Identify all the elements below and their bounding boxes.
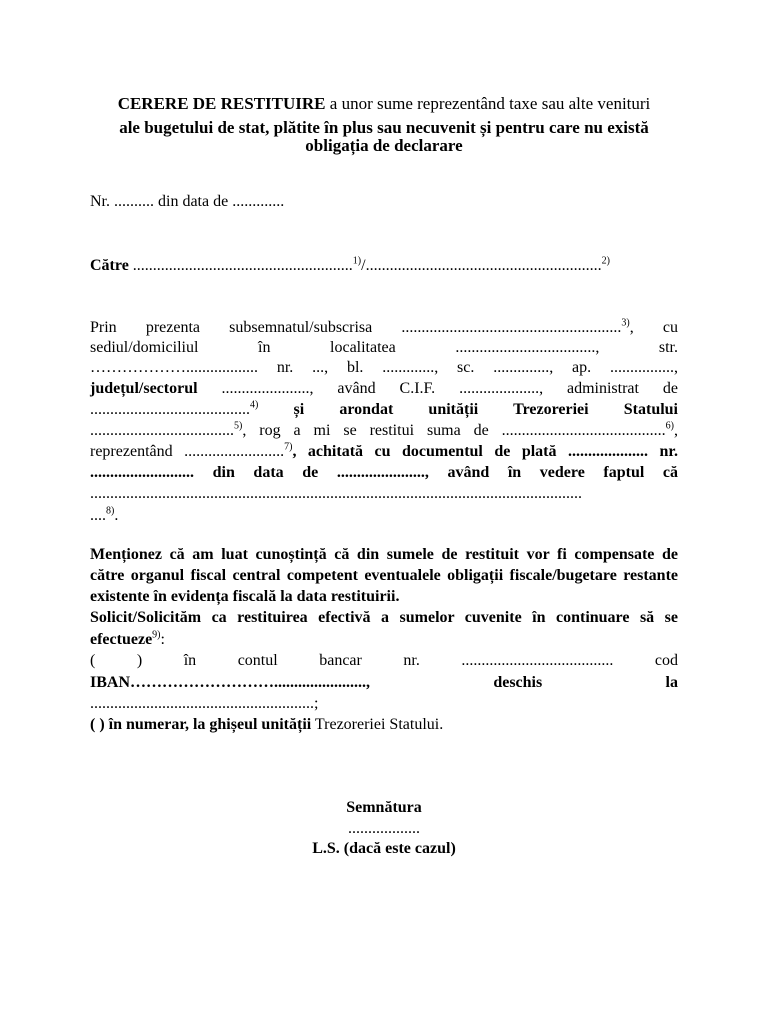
- body-line-4: județul/sectorul ......................, având C.I.F. ...................., administrat de: [90, 380, 678, 397]
- body-line-8: .......................... din data de ......................, având în vedere faptul că: [90, 464, 678, 481]
- catre-label: Către: [90, 257, 129, 274]
- notice-line-2: către organul fiscal central competent eventualele obligații fiscale/bugetare restante: [90, 567, 678, 584]
- signature-dots: ..................: [348, 820, 420, 837]
- body-line-7: reprezentând .........................$^{7)}$, achitată cu documentul de plată .................... nr.: [90, 441, 679, 460]
- body-line-6: ....................................$^{5)}$, rog a mi se restitui suma de .........................................$^{6)}$,: [90, 420, 678, 439]
- request-line-2: efectueze$^{9)}$:: [90, 629, 165, 648]
- option-bank-line-2: IBAN………………………......................., deschis la: [90, 674, 678, 691]
- notice-line-3: existente în evidența fiscală la data restituirii.: [90, 588, 400, 605]
- document-title-line1: CERERE DE RESTITUIRE a unor sume reprezentând taxe sau alte venituri: [117, 94, 651, 113]
- nr-line: Nr. .......... din data de .............: [90, 193, 285, 210]
- document-title-line2: ale bugetului de stat, plătite în plus sau necuvenit și pentru care nu există: [119, 118, 649, 137]
- option-cash-line: ( ) în numerar, la ghișeul unității Trezoreriei Statului.: [90, 716, 444, 733]
- body-line-10: ....$^{8)}$.: [90, 505, 119, 524]
- option-bank-line-3: ........................................................;: [90, 695, 319, 712]
- body-line-5: ........................................$^{4)}$ și arondat unității Trezoreriei Statului: [90, 399, 678, 418]
- body-line-1: Prin prezenta subsemnatul/subscrisa .......................................................$^{3)}$, cu: [90, 317, 678, 336]
- request-line-1: Solicit/Solicităm ca restituirea efectivă a sumelor cuvenite în continuare să se: [90, 609, 678, 626]
- body-line-2: sediul/domiciliul în localitatea ..................................., str.: [90, 339, 678, 356]
- notice-line-1: Menționez că am luat cunoștință că din sumele de restituit vor fi compensate de: [90, 546, 678, 563]
- catre-line: Către .......................................................$^{1)}$/...........................................................$^{2)}$: [90, 255, 610, 274]
- option-bank-line-1: ( ) în contul bancar nr. ...................................... cod: [90, 652, 678, 669]
- signature-label: Semnătura: [346, 799, 422, 816]
- document-title-line3: obligația de declarare: [305, 136, 463, 155]
- ls-note: L.S. (dacă este cazul): [312, 840, 456, 857]
- body-line-9: ...........................................................................................................................: [90, 485, 582, 502]
- body-line-3: ……………….................. nr. ..., bl. ............., sc. .............., ap. ................,: [90, 359, 678, 376]
